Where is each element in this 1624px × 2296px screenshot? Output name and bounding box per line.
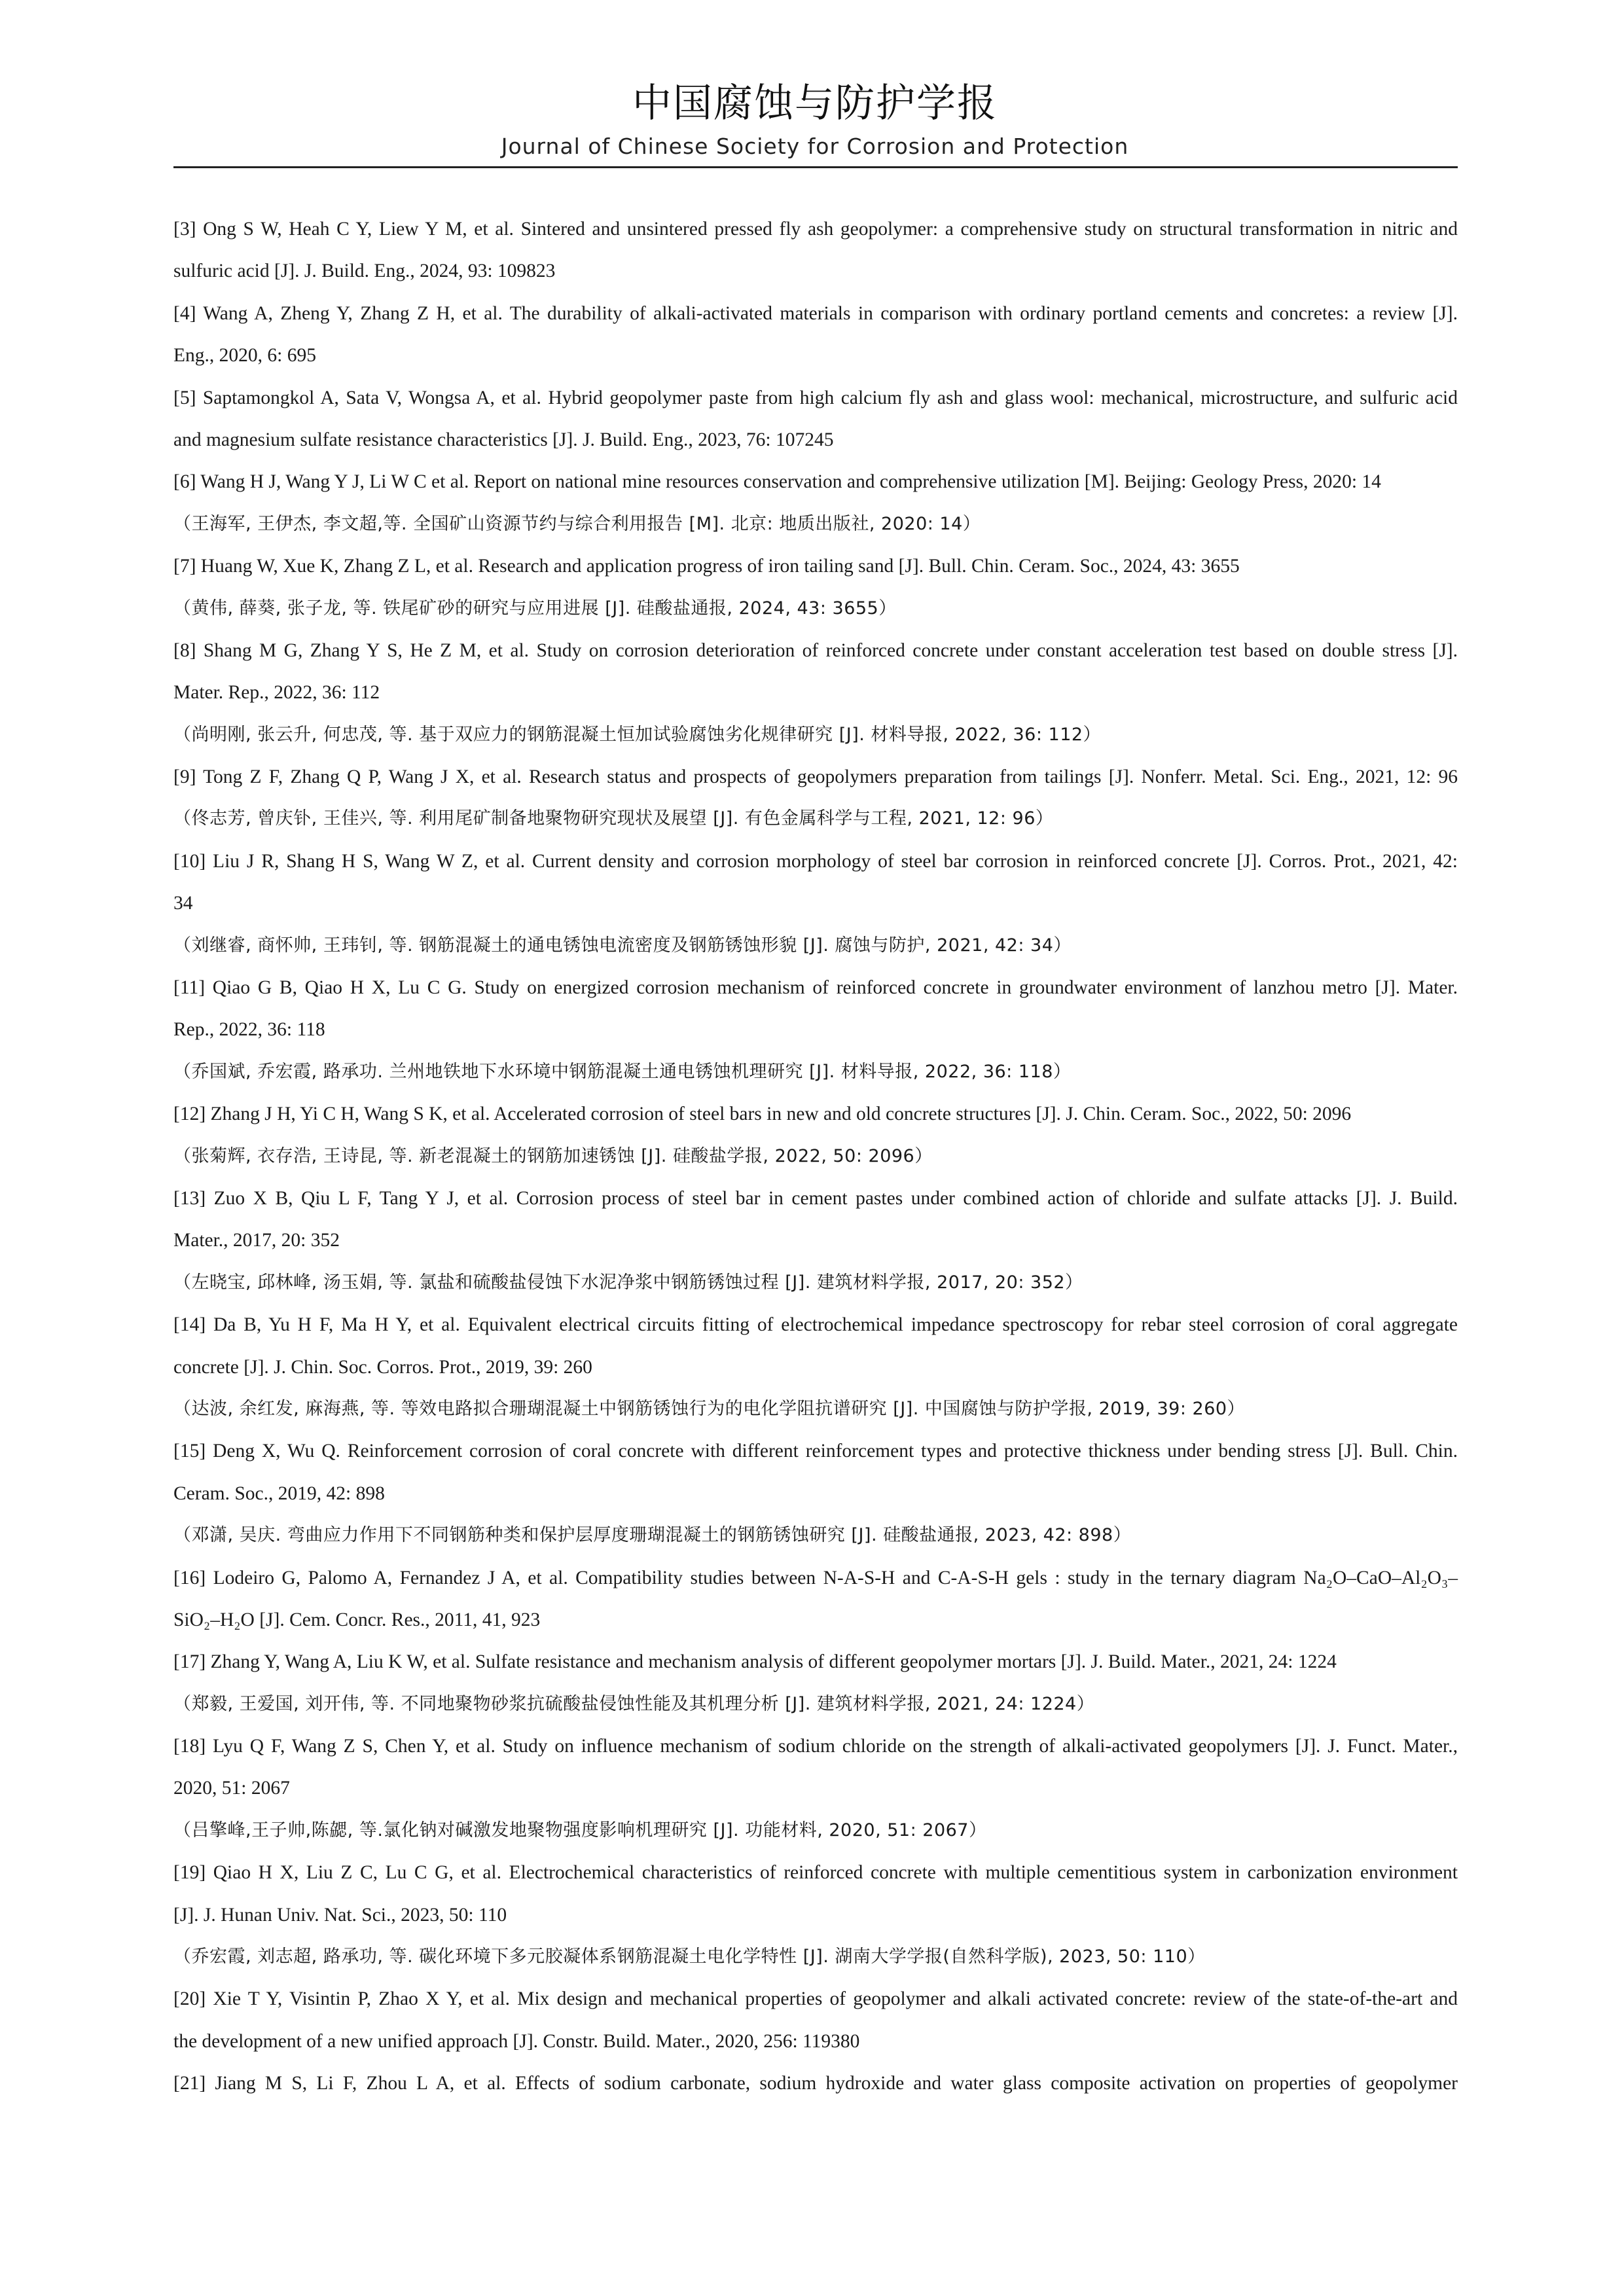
reference-line-chinese: （乔国斌, 乔宏霞, 路承功. 兰州地铁地下水环境中钢筋混凝土通电锈蚀机理研究 [J]. 材料导报, 2022, 36: 118）: [173, 1061, 1072, 1082]
reference-line: [13] Zuo X B, Qiu L F, Tang Y J, et al. Corrosion process of steel bar in cement pastes under combined action of chloride and sulfate attacks [J]. J. Build.: [173, 1187, 1458, 1209]
reference-line: [15] Deng X, Wu Q. Reinforcement corrosion of coral concrete with different reinforcement types and protective thickness under bending stress [J]. Bull. Chin.: [173, 1441, 1458, 1462]
reference-line: [3] Ong S W, Heah C Y, Liew Y M, et al. Sintered and unsintered pressed fly ash geopolymer: a comprehensive study on structural transformation in nitric and: [173, 219, 1458, 240]
reference-line: Mater. Rep., 2022, 36: 112: [173, 682, 380, 704]
reference-line: [16] Lodeiro G, Palomo A, Fernandez J A, et al. Compatibility studies between N-A-S-H and C-A-S-H gels : study in the ternary diagram Na₂O–CaO–Al₂O₃–: [173, 1567, 1458, 1588]
reference-line: [18] Lyu Q F, Wang Z S, Chen Y, et al. Study on influence mechanism of sodium chloride on the strength of alkali-activated geopolymers [J]. J. Funct. Mater.,: [173, 1736, 1458, 1757]
reference-line: concrete [J]. J. Chin. Soc. Corros. Prot., 2019, 39: 260: [173, 1356, 592, 1378]
reference-line-chinese: （王海军, 王伊杰, 李文超,等. 全国矿山资源节约与综合利用报告 [M]. 北京: 地质出版社, 2020: 14）: [173, 513, 981, 534]
reference-line: [9] Tong Z F, Zhang Q P, Wang J X, et al. Research status and prospects of geopolymers preparation from tailings [J]. Nonferr. Metal. Sci. Eng., 2021, 12: 96: [173, 766, 1458, 788]
reference-line: and magnesium sulfate resistance characteristics [J]. J. Build. Eng., 2023, 76: 107245: [173, 429, 834, 450]
reference-line: [21] Jiang M S, Li F, Zhou L A, et al. Effects of sodium carbonate, sodium hydroxide and water glass composite activation on properties of geopolymer: [173, 2073, 1458, 2094]
reference-line-chinese: （郑毅, 王爱国, 刘开伟, 等. 不同地聚物砂浆抗硫酸盐侵蚀性能及其机理分析 [J]. 建筑材料学报, 2021, 24: 1224）: [173, 1693, 1095, 1714]
reference-line: [4] Wang A, Zheng Y, Zhang Z H, et al. The durability of alkali-activated materials in comparison with ordinary portland cements and concretes: a review [J].: [173, 302, 1458, 324]
reference-line: Rep., 2022, 36: 118: [173, 1019, 325, 1041]
reference-line-chinese: （刘继睿, 商怀帅, 王玮钊, 等. 钢筋混凝土的通电锈蚀电流密度及钢筋锈蚀形貌 [J]. 腐蚀与防护, 2021, 42: 34）: [173, 935, 1072, 956]
reference-line-chinese: （佟志芳, 曾庆钋, 王佳兴, 等. 利用尾矿制备地聚物研究现状及展望 [J]. 有色金属科学与工程, 2021, 12: 96）: [173, 808, 1054, 829]
reference-line: [6] Wang H J, Wang Y J, Li W C et al. Report on national mine resources conservation and comprehensive utilization [M]. Beijing: Geology Press, 2020: 14: [173, 471, 1381, 493]
reference-line: sulfuric acid [J]. J. Build. Eng., 2024, 93: 109823: [173, 260, 556, 282]
reference-line: SiO₂–H₂O [J]. Cem. Concr. Res., 2011, 41, 923: [173, 1609, 541, 1630]
reference-line: 2020, 51: 2067: [173, 1778, 290, 1799]
reference-line: the development of a new unified approach [J]. Constr. Build. Mater., 2020, 256: 119380: [173, 2030, 860, 2052]
reference-line-chinese: （吕擎峰,王子帅,陈勰, 等.氯化钠对碱激发地聚物强度影响机理研究 [J]. 功能材料, 2020, 51: 2067）: [173, 1820, 987, 1840]
journal-header: [173, 77, 1456, 161]
reference-line-chinese: （达波, 余红发, 麻海燕, 等. 等效电路拟合珊瑚混凝土中钢筋锈蚀行为的电化学阻抗谱研究 [J]. 中国腐蚀与防护学报, 2019, 39: 260）: [173, 1398, 1246, 1419]
reference-list: [173, 208, 1458, 2105]
reference-line: [20] Xie T Y, Visintin P, Zhao X Y, et al. Mix design and mechanical properties of geopolymer and alkali activated concrete: review of the state-of-the-art and: [173, 1988, 1458, 2010]
reference-line-chinese: （黄伟, 薛葵, 张子龙, 等. 铁尾矿砂的研究与应用进展 [J]. 硅酸盐通报, 2024, 43: 3655）: [173, 598, 897, 619]
reference-line: [5] Saptamongkol A, Sata V, Wongsa A, et al. Hybrid geopolymer paste from high calcium fly ash and glass wool: mechanical, microstructure, and sulfuric acid: [173, 387, 1458, 408]
reference-line: Eng., 2020, 6: 695: [173, 345, 316, 367]
reference-line: Mater., 2017, 20: 352: [173, 1230, 340, 1251]
reference-line: [11] Qiao G B, Qiao H X, Lu C G. Study on energized corrosion mechanism of reinforced concrete in groundwater environment of lanzhou metro [J]. Mater.: [173, 977, 1458, 999]
reference-line-chinese: （尚明刚, 张云升, 何忠茂, 等. 基于双应力的钢筋混凝土恒加试验腐蚀劣化规律研究 [J]. 材料导报, 2022, 36: 112）: [173, 724, 1102, 745]
reference-line-chinese: （张菊辉, 衣存浩, 王诗昆, 等. 新老混凝土的钢筋加速锈蚀 [J]. 硅酸盐学报, 2022, 50: 2096）: [173, 1145, 933, 1166]
reference-line: [19] Qiao H X, Liu Z C, Lu C G, et al. Electrochemical characteristics of reinforced concrete with multiple cementitious system in carbonization environment: [173, 1862, 1458, 1884]
reference-line-chinese: （乔宏霞, 刘志超, 路承功, 等. 碳化环境下多元胶凝体系钢筋混凝土电化学特性 [J]. 湖南大学学报(自然科学版), 2023, 50: 110）: [173, 1946, 1206, 1967]
reference-line: [17] Zhang Y, Wang A, Liu K W, et al. Sulfate resistance and mechanism analysis of different geopolymer mortars [J]. J. Build. Mater., 2021, 24: 1224: [173, 1651, 1337, 1673]
reference-line: [12] Zhang J H, Yi C H, Wang S K, et al. Accelerated corrosion of steel bars in new and old concrete structures [J]. J. Chin. Ceram. Soc., 2022, 50: 2096: [173, 1103, 1352, 1125]
journal-title-chinese: 中国腐蚀与防护学报: [632, 81, 998, 126]
reference-line: [8] Shang M G, Zhang Y S, He Z M, et al. Study on corrosion deterioration of reinforced concrete under constant acceleration test based on double stress [J].: [173, 639, 1458, 661]
reference-line: [7] Huang W, Xue K, Zhang Z L, et al. Research and application progress of iron tailing sand [J]. Bull. Chin. Ceram. Soc., 2024, 43: 3655: [173, 556, 1240, 577]
reference-line: [10] Liu J R, Shang H S, Wang W Z, et al. Current density and corrosion morphology of steel bar corrosion in reinforced concrete [J]. Corros. Prot., 2021, 42:: [173, 850, 1458, 872]
reference-line: [14] Da B, Yu H F, Ma H Y, et al. Equivalent electrical circuits fitting of electrochemical impedance spectroscopy for rebar steel corrosion of coral aggregate: [173, 1314, 1458, 1336]
reference-line: 34: [173, 893, 193, 914]
reference-line: [J]. J. Hunan Univ. Nat. Sci., 2023, 50: 110: [173, 1904, 507, 1926]
header-rule: [173, 166, 1458, 168]
reference-line-chinese: （左晓宝, 邱林峰, 汤玉娟, 等. 氯盐和硫酸盐侵蚀下水泥净浆中钢筋锈蚀过程 [J]. 建筑材料学报, 2017, 20: 352）: [173, 1272, 1083, 1293]
journal-title-english: Journal of Chinese Society for Corrosion and Protection: [501, 134, 1129, 159]
reference-line-chinese: （邓潇, 吴庆. 弯曲应力作用下不同钢筋种类和保护层厚度珊瑚混凝土的钢筋锈蚀研究 [J]. 硅酸盐通报, 2023, 42: 898）: [173, 1525, 1132, 1546]
reference-line: Ceram. Soc., 2019, 42: 898: [173, 1482, 385, 1504]
